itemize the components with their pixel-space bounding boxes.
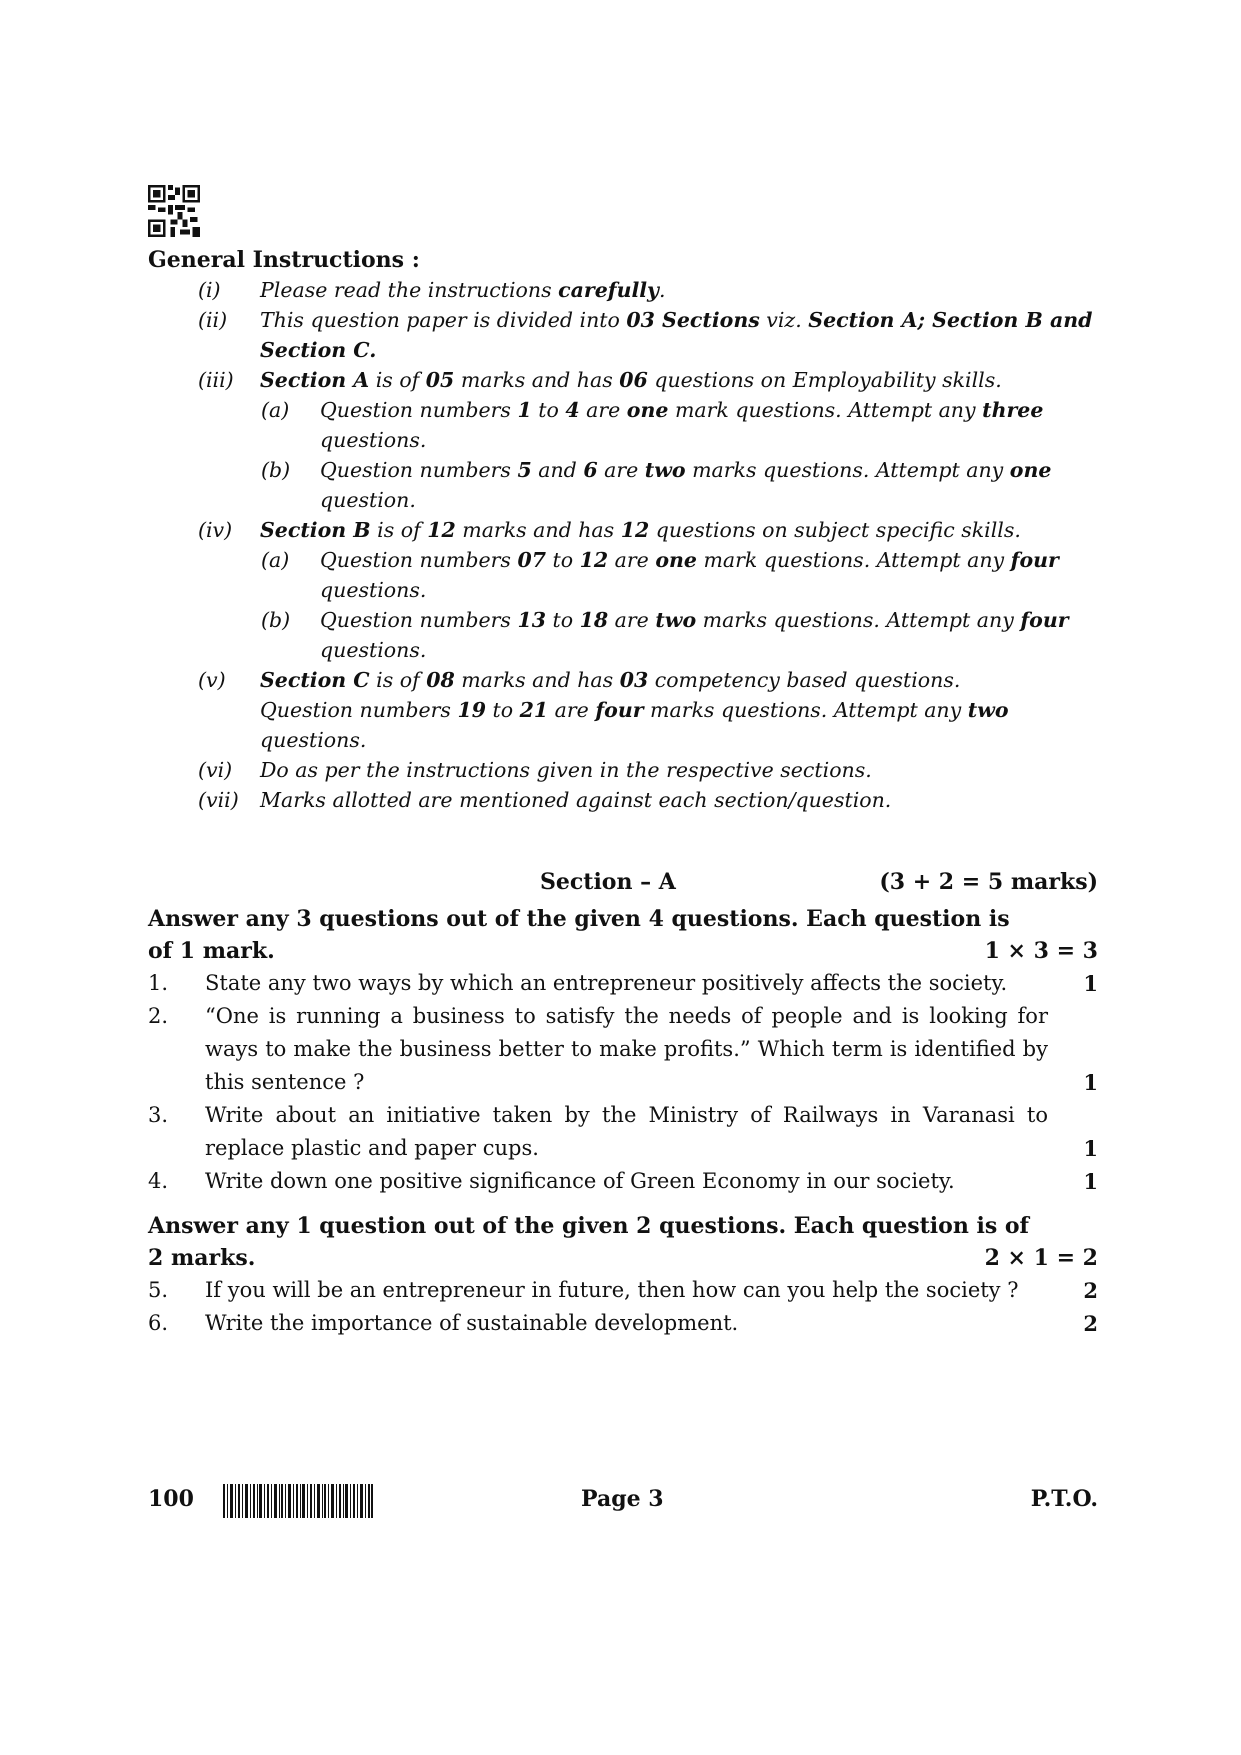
- instruction-item: (iii) Section A is of 05 marks and has 06 questions on Employability skills.: [198, 368, 1002, 392]
- qr-code-icon: [148, 185, 200, 237]
- instructions-list: [148, 275, 1098, 815]
- marks-formula: 2 × 1 = 2: [984, 1245, 1098, 1271]
- section-marks: (3 + 2 = 5 marks): [879, 869, 1098, 895]
- marks-formula: 1 × 3 = 3: [984, 938, 1098, 964]
- instruction-subitem: (a) Question numbers 1 to 4 are one mark questions. Attempt any three questions.: [261, 398, 1044, 452]
- question-marks: 2: [1083, 1311, 1098, 1336]
- question-marks: 1: [1083, 1136, 1098, 1161]
- barcode-icon: [223, 1484, 373, 1518]
- question-item: 4. Write down one positive significance of Green Economy in our society. 1: [148, 1165, 1098, 1198]
- question-item: 5. If you will be an entrepreneur in future, then how can you help the society ? 2: [148, 1274, 1098, 1307]
- instruction-subitem: (b) Question numbers 13 to 18 are two marks questions. Attempt any four questions.: [261, 608, 1069, 662]
- question-item: 2. “One is running a business to satisfy the needs of people and is looking for ways to make the business better to make profits.” Which term is identified by this sentence ? 1: [148, 1000, 1098, 1099]
- paper-code: 100: [148, 1486, 194, 1512]
- instruction-subitem: (b) Question numbers 5 and 6 are two marks questions. Attempt any one question.: [261, 458, 1052, 512]
- instruction-item-continued: Question numbers 19 to 21 are four marks questions. Attempt any two questions.: [260, 698, 1009, 752]
- instruction-item: (vii) Marks allotted are mentioned against each section/question.: [198, 788, 892, 812]
- question-marks: 1: [1083, 1169, 1098, 1194]
- page-footer: [148, 1484, 1098, 1524]
- group-instruction: Answer any 3 questions out of the given 4 questions. Each question is of 1 mark. 1 × 3 = 3: [148, 903, 1098, 967]
- general-instructions-title: General Instructions :: [148, 247, 420, 273]
- instruction-subitem: (a) Question numbers 07 to 12 are one mark questions. Attempt any four questions.: [261, 548, 1059, 602]
- question-item: 3. Write about an initiative taken by the Ministry of Railways in Varanasi to replace plastic and paper cups. 1: [148, 1099, 1098, 1165]
- page-number: Page 3: [581, 1486, 664, 1512]
- question-marks: 1: [1083, 1070, 1098, 1095]
- exam-page: [148, 185, 1098, 1340]
- instruction-item: (iv) Section B is of 12 marks and has 12 questions on subject specific skills.: [198, 518, 1021, 542]
- instruction-item: (ii) This question paper is divided into 03 Sections viz. Section A; Section B and Section C.: [198, 308, 1093, 362]
- question-item: 6. Write the importance of sustainable development. 2: [148, 1307, 1098, 1340]
- pto-label: P.T.O.: [1030, 1486, 1098, 1512]
- section-a-header: [148, 869, 1098, 903]
- question-item: 1. State any two ways by which an entrepreneur positively affects the society. 1: [148, 967, 1098, 1000]
- question-marks: 2: [1083, 1278, 1098, 1303]
- section-title: Section – A: [540, 869, 676, 895]
- instruction-item: (vi) Do as per the instructions given in the respective sections.: [198, 758, 872, 782]
- question-marks: 1: [1083, 971, 1098, 996]
- group-instruction: Answer any 1 question out of the given 2 questions. Each question is of 2 marks. 2 × 1 = 2: [148, 1210, 1098, 1274]
- instruction-item: (v) Section C is of 08 marks and has 03 competency based questions.: [198, 668, 961, 692]
- instruction-item: (i) Please read the instructions carefully.: [198, 278, 666, 302]
